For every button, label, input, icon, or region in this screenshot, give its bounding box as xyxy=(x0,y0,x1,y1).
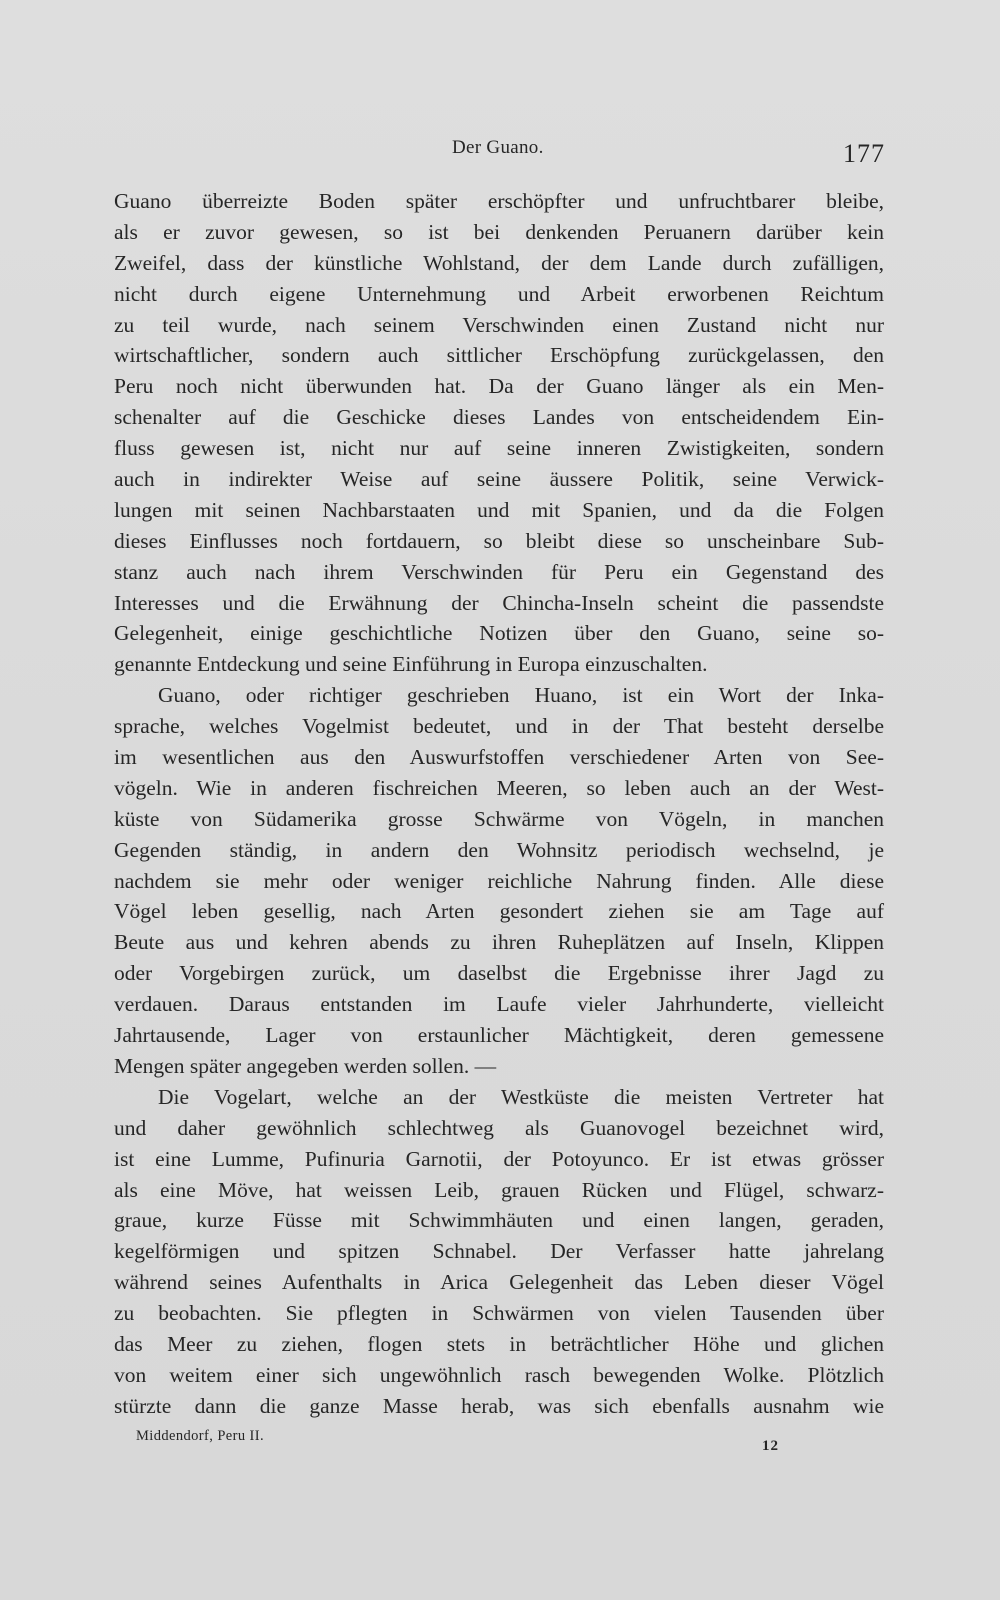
text-line: Guano, oder richtiger geschrieben Huano, ist ein Wort der Inka- xyxy=(158,683,884,708)
paragraph xyxy=(114,680,884,1082)
text-line: als er zuvor gewesen, so ist bei denkenden Peruanern darüber kein xyxy=(114,219,884,244)
text-line: ist eine Lumme, Pufinuria Garnotii, der Potoyunco. Er ist etwas grösser xyxy=(114,1146,884,1171)
paragraph xyxy=(114,1082,884,1422)
page-footer xyxy=(0,1428,1000,1458)
text-line: fluss gewesen ist, nicht nur auf seine inneren Zwistigkeiten, sondern xyxy=(114,436,884,461)
text-line: zu teil wurde, nach seinem Verschwinden einen Zustand nicht nur xyxy=(114,312,884,337)
text-line: lungen mit seinen Nachbarstaaten und mit Spanien, und da die Folgen xyxy=(114,497,884,522)
running-title: Der Guano. xyxy=(452,137,544,158)
text-line: stanz auch nach ihrem Verschwinden für Peru ein Gegenstand des xyxy=(114,559,884,584)
text-line: Beute aus und kehren abends zu ihren Ruheplätzen auf Inseln, Klippen xyxy=(114,930,884,955)
text-line: Mengen später angegeben werden sollen. — xyxy=(114,1053,497,1078)
text-line: wirtschaftlicher, sondern auch sittlicher Erschöpfung zurückgelassen, den xyxy=(114,343,884,368)
text-line: Gelegenheit, einige geschichtliche Notizen über den Guano, seine so- xyxy=(114,621,884,646)
text-line: Gegenden ständig, in andern den Wohnsitz periodisch wechselnd, je xyxy=(114,837,884,862)
paragraph xyxy=(114,186,884,680)
text-line: Peru noch nicht überwunden hat. Da der Guano länger als ein Men- xyxy=(114,374,884,399)
text-line: vögeln. Wie in anderen fischreichen Meeren, so leben auch an der West- xyxy=(114,775,884,800)
text-line: nachdem sie mehr oder weniger reichliche Nahrung finden. Alle diese xyxy=(114,868,884,893)
text-line: kegelförmigen und spitzen Schnabel. Der Verfasser hatte jahrelang xyxy=(114,1239,884,1264)
text-line: Die Vogelart, welche an der Westküste die meisten Vertreter hat xyxy=(158,1084,884,1109)
footer-author-line: Middendorf, Peru II. xyxy=(136,1428,265,1444)
text-line: das Meer zu ziehen, flogen stets in beträchtlicher Höhe und glichen xyxy=(114,1331,884,1356)
text-line: dieses Einflusses noch fortdauern, so bleibt diese so unscheinbare Sub- xyxy=(114,528,884,553)
text-line: nicht durch eigene Unternehmung und Arbeit erworbenen Reichtum xyxy=(114,281,884,306)
text-line: auch in indirekter Weise auf seine äussere Politik, seine Verwick- xyxy=(114,467,884,492)
body-text xyxy=(114,186,884,1422)
text-line: im wesentlichen aus den Auswurfstoffen verschiedener Arten von See- xyxy=(114,745,884,770)
text-line: stürzte dann die ganze Masse herab, was sich ebenfalls ausnahm wie xyxy=(114,1393,884,1418)
text-line: schenalter auf die Geschicke dieses Landes von entscheidendem Ein- xyxy=(114,405,884,430)
text-line: Jahrtausende, Lager von erstaunlicher Mächtigkeit, deren gemessene xyxy=(114,1023,884,1048)
printer-signature-mark: 12 xyxy=(762,1438,779,1454)
text-line: genannte Entdeckung und seine Einführung in Europa einzuschalten. xyxy=(114,652,708,677)
text-line: während seines Aufenthalts in Arica Gelegenheit das Leben dieser Vögel xyxy=(114,1270,884,1295)
text-line: Interesses und die Erwähnung der Chincha-Inseln scheint die passendste xyxy=(114,590,884,615)
page-number: 177 xyxy=(843,139,885,168)
text-line: Guano überreizte Boden später erschöpfter und unfruchtbarer bleibe, xyxy=(114,189,884,213)
text-line: von weitem einer sich ungewöhnlich rasch bewegenden Wolke. Plötzlich xyxy=(114,1362,884,1387)
text-line: sprache, welches Vogelmist bedeutet, und in der That besteht derselbe xyxy=(114,714,884,739)
text-line: als eine Möve, hat weissen Leib, grauen Rücken und Flügel, schwarz- xyxy=(114,1177,884,1202)
text-line: Vögel leben gesellig, nach Arten gesondert ziehen sie am Tage auf xyxy=(114,899,884,924)
text-line: oder Vorgebirgen zurück, um daselbst die Ergebnisse ihrer Jagd zu xyxy=(114,961,884,986)
page-header xyxy=(0,133,1000,173)
text-line: und daher gewöhnlich schlechtweg als Guanovogel bezeichnet wird, xyxy=(114,1115,884,1140)
text-line: graue, kurze Füsse mit Schwimmhäuten und einen langen, geraden, xyxy=(114,1208,884,1233)
text-line: küste von Südamerika grosse Schwärme von Vögeln, in manchen xyxy=(114,806,884,831)
text-line: verdauen. Daraus entstanden im Laufe vieler Jahrhunderte, vielleicht xyxy=(114,992,884,1017)
text-line: zu beobachten. Sie pflegten in Schwärmen von vielen Tausenden über xyxy=(114,1301,884,1326)
text-line: Zweifel, dass der künstliche Wohlstand, der dem Lande durch zufälligen, xyxy=(114,250,884,275)
